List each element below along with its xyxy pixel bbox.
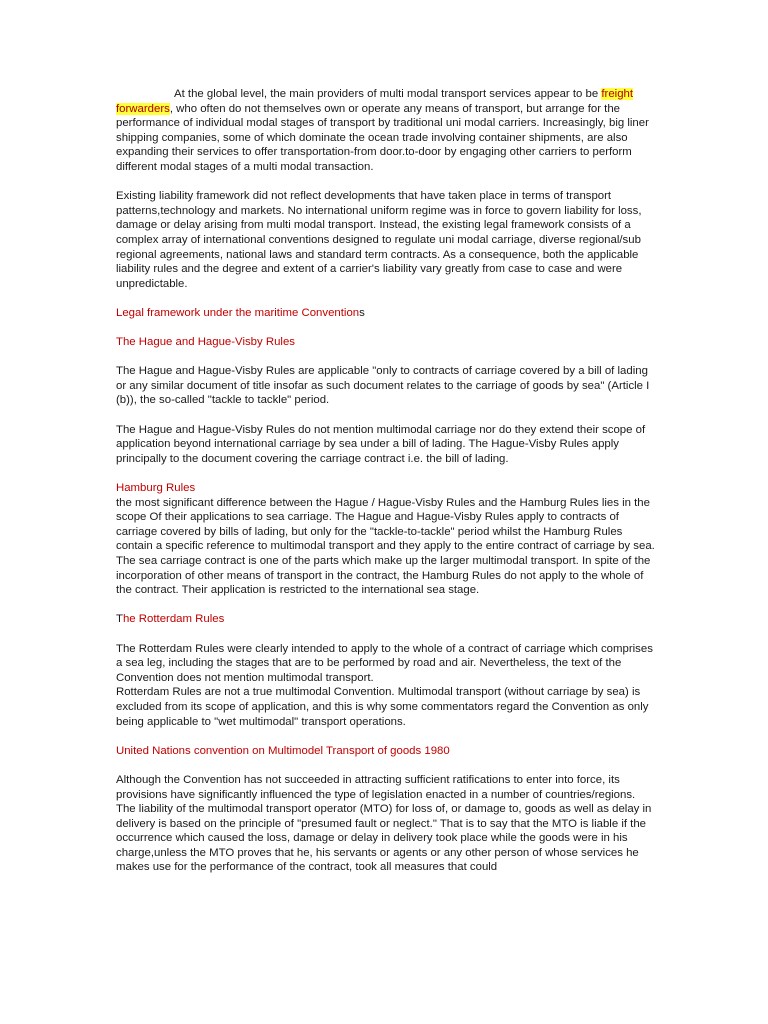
heading-rotterdam-first: T	[116, 613, 123, 626]
paragraph-hague-1: The Hague and Hague-Visby Rules are applicable "only to contracts of carriage covered by a bill of lading or any similar document of title insofar as such document relates to the carriage of goods by sea" (Article I (b)), the so-called "tackle to tackle" period.	[116, 365, 650, 407]
paragraph-rotterdam-2: Rotterdam Rules are not a true multimodal Convention. Multimodal transport (without carriage by sea) is excluded from its scope of application, and this is why some commentators regard the Convention as only being applicable to "wet multimodal" transport operations.	[116, 686, 649, 728]
paragraph-un-1: Although the Convention has not succeeded in attracting sufficient ratifications to enter into force, its provisions have significantly influenced the type of legislation enacted in a number of countries/regions.	[116, 773, 636, 801]
intro-rest-text: , who often do not themselves own or operate any means of transport, but arrange for the performance of individual modal stages of transport by traditional uni modal carriers. Increasingly, big liner shipping companies, some of which dominate the ocean trade involving container shipments, are also expanding their services to offer transportation-from door.to-door by engaging other carriers to perform different modal stages of a multi modal transaction.	[116, 102, 649, 173]
heading-hamburg-rules: Hamburg Rules	[116, 482, 196, 495]
heading-un-convention: United Nations convention on Multimodel Transport of goods 1980	[116, 744, 450, 757]
paragraph-rotterdam-1: The Rotterdam Rules were clearly intended to apply to the whole of a contract of carriage which comprises a sea leg, including the stages that are to be performed by road and air. Nevertheless, the text of the Convention does not mention multimodal transport.	[116, 642, 653, 684]
heading-rotterdam-rules	[116, 612, 658, 627]
paragraph-un-2: The liability of the multimodal transport operator (MTO) for loss of, or damage to, goods as well as delay in delivery is based on the principle of "presumed fault or neglect." That is to say that the MTO is liable if the occurrence which caused the loss, damage or delay in delivery took place while the goods were in his charge,unless the MTO proves that he, his servants or agents or any other person of whose services he makes use for the performance of the contract, took all measures that could	[116, 803, 652, 874]
heading-legal-main: Legal framework under the maritime Convention	[116, 306, 360, 319]
heading-legal-tail: s	[359, 306, 365, 319]
paragraph-hamburg-1: the most significant difference between the Hague / Hague-Visby Rules and the Hamburg Rules lies in the scope Of their applications to sea carriage. The Hague and Hague-Visby Rules apply to contracts of carriage covered by bills of lading, but only for the "tackle-to-tackle" period whilst the Hamburg Rules contain a specific reference to multimodal transport and they apply to the entire contract of carriage by sea.	[116, 496, 655, 553]
paragraph-hamburg-2: The sea carriage contract is one of the parts which make up the larger multimodal transport. In spite of the incorporation of other means of transport in the contract, the Hamburg Rules do not apply to the whole of the contract. Their application is restricted to the international sea stage.	[116, 555, 651, 597]
paragraph-intro	[116, 87, 658, 175]
heading-rotterdam-rest: he Rotterdam Rules	[122, 613, 225, 626]
heading-hague-rules: The Hague and Hague-Visby Rules	[116, 336, 295, 349]
paragraph-liability-framework: Existing liability framework did not reflect developments that have taken place in terms of transport patterns,technology and markets. No international uniform regime was in force to govern liability for loss, damage or delay arising from multi modal transport. Instead, the existing legal framework consists of a complex array of international conventions designed to regulate uni modal carriage, diverse regional/sub regional agreements, national laws and standard term contracts. As a consequence, both the applicable liability rules and the degree and extent of a carrier's liability vary greatly from case to case and were unpredictable.	[116, 190, 642, 290]
intro-lead-text: At the global level, the main providers of multi modal transport services appear to be	[174, 88, 599, 100]
highlighted-term: freight forwarders	[116, 88, 634, 115]
heading-legal-framework	[116, 306, 658, 321]
paragraph-hague-2: The Hague and Hague-Visby Rules do not mention multimodal carriage nor do they extend their scope of application beyond international carriage by sea under a bill of lading. The Hague-Visby Rules apply principally to the document covering the carriage contract i.e. the bill of lading.	[116, 423, 646, 465]
